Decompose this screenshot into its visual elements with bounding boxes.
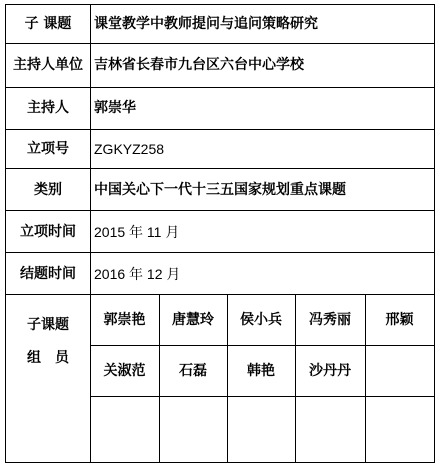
- member-name: 沙丹丹: [309, 363, 351, 379]
- label-project-number: 立项号: [27, 141, 69, 157]
- value-end-time: 2016 年 12 月: [94, 266, 181, 282]
- value-category: 中国关心下一代十三五国家规划重点课题: [94, 182, 346, 198]
- member-name: 石磊: [179, 363, 207, 379]
- member-name: 唐慧玲: [172, 312, 214, 328]
- member-name: 韩艳: [247, 363, 275, 379]
- row-divider: [6, 252, 434, 253]
- member-name: 侯小兵: [240, 312, 282, 328]
- member-name: 冯秀丽: [309, 312, 351, 328]
- label-category: 类别: [34, 182, 62, 198]
- label-subtopic: 子 课题: [24, 16, 72, 32]
- member-name: 邢颖: [385, 312, 414, 328]
- row-divider: [6, 129, 434, 130]
- label-host-unit: 主持人单位: [13, 57, 83, 73]
- value-host-unit: 吉林省长春市九台区六台中心学校: [94, 57, 304, 73]
- row-divider: [6, 294, 434, 295]
- member-row-divider: [90, 345, 434, 346]
- label-host: 主持人: [27, 100, 69, 116]
- label-members-line1: 子课题: [27, 317, 69, 333]
- member-row-divider: [90, 396, 434, 397]
- label-end-time: 结题时间: [20, 266, 76, 282]
- row-divider: [6, 210, 434, 211]
- value-project-number: ZGKYZ258: [94, 141, 165, 157]
- label-members-line2: 组 员: [27, 350, 69, 366]
- value-host: 郭崇华: [94, 100, 136, 116]
- row-divider: [6, 43, 434, 44]
- row-divider: [6, 87, 434, 88]
- label-start-time: 立项时间: [20, 224, 76, 240]
- row-divider: [6, 168, 434, 169]
- value-start-time: 2015 年 11 月: [94, 224, 180, 240]
- member-name: 郭崇艳: [103, 312, 146, 328]
- value-subtopic: 课堂教学中教师提问与追问策略研究: [94, 16, 318, 32]
- member-name: 关淑范: [103, 363, 146, 379]
- column-divider: [90, 5, 91, 462]
- project-info-table: [5, 4, 435, 463]
